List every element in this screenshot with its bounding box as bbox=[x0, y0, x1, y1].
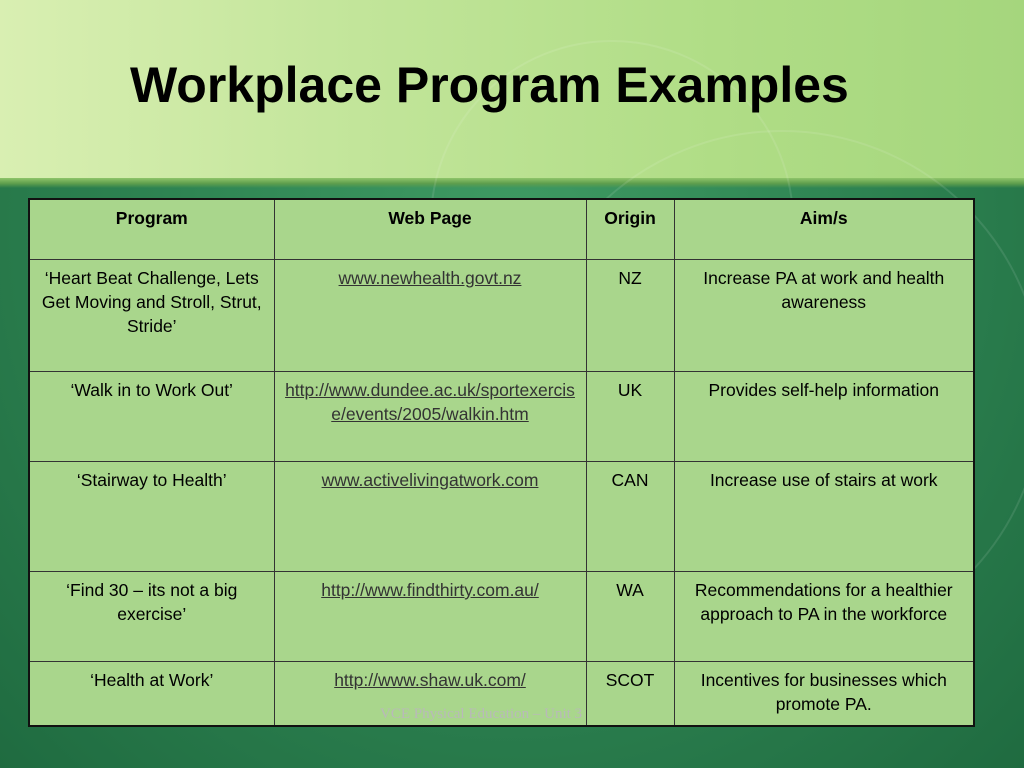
web-page-cell bbox=[274, 572, 586, 662]
slide-footer: VCE Physical Education – Unit 3 bbox=[380, 706, 583, 722]
header-origin: Origin bbox=[586, 199, 674, 260]
table-row bbox=[29, 462, 974, 572]
aims-cell: Increase PA at work and health awareness bbox=[674, 260, 974, 372]
web-page-link[interactable]: http://www.shaw.uk.com/ bbox=[334, 670, 526, 690]
origin-cell: WA bbox=[586, 572, 674, 662]
table-row bbox=[29, 260, 974, 372]
program-cell: ‘Stairway to Health’ bbox=[29, 462, 274, 572]
program-cell: ‘Health at Work’ bbox=[29, 662, 274, 726]
web-page-link[interactable]: http://www.dundee.ac.uk/sportexercise/events/2005/walkin.htm bbox=[285, 380, 575, 424]
aims-cell: Incentives for businesses which promote PA. bbox=[674, 662, 974, 726]
slide-title: Workplace Program Examples bbox=[130, 57, 849, 113]
origin-cell: SCOT bbox=[586, 662, 674, 726]
program-cell: ‘Walk in to Work Out’ bbox=[29, 372, 274, 462]
header-web-page: Web Page bbox=[274, 199, 586, 260]
web-page-link[interactable]: http://www.findthirty.com.au/ bbox=[321, 580, 539, 600]
header-aims: Aim/s bbox=[674, 199, 974, 260]
program-cell: ‘Find 30 – its not a big exercise’ bbox=[29, 572, 274, 662]
aims-cell: Provides self-help information bbox=[674, 372, 974, 462]
web-page-cell bbox=[274, 462, 586, 572]
header-program: Program bbox=[29, 199, 274, 260]
origin-cell: CAN bbox=[586, 462, 674, 572]
program-cell: ‘Heart Beat Challenge, Lets Get Moving and Stroll, Strut, Stride’ bbox=[29, 260, 274, 372]
aims-cell: Recommendations for a healthier approach to PA in the workforce bbox=[674, 572, 974, 662]
table-header-row bbox=[29, 199, 974, 260]
web-page-cell bbox=[274, 372, 586, 462]
aims-cell: Increase use of stairs at work bbox=[674, 462, 974, 572]
table-row bbox=[29, 372, 974, 462]
programs-table bbox=[28, 198, 975, 727]
table-row bbox=[29, 572, 974, 662]
origin-cell: UK bbox=[586, 372, 674, 462]
web-page-link[interactable]: www.activelivingatwork.com bbox=[321, 470, 539, 490]
web-page-cell bbox=[274, 260, 586, 372]
origin-cell: NZ bbox=[586, 260, 674, 372]
web-page-link[interactable]: www.newhealth.govt.nz bbox=[338, 268, 522, 288]
